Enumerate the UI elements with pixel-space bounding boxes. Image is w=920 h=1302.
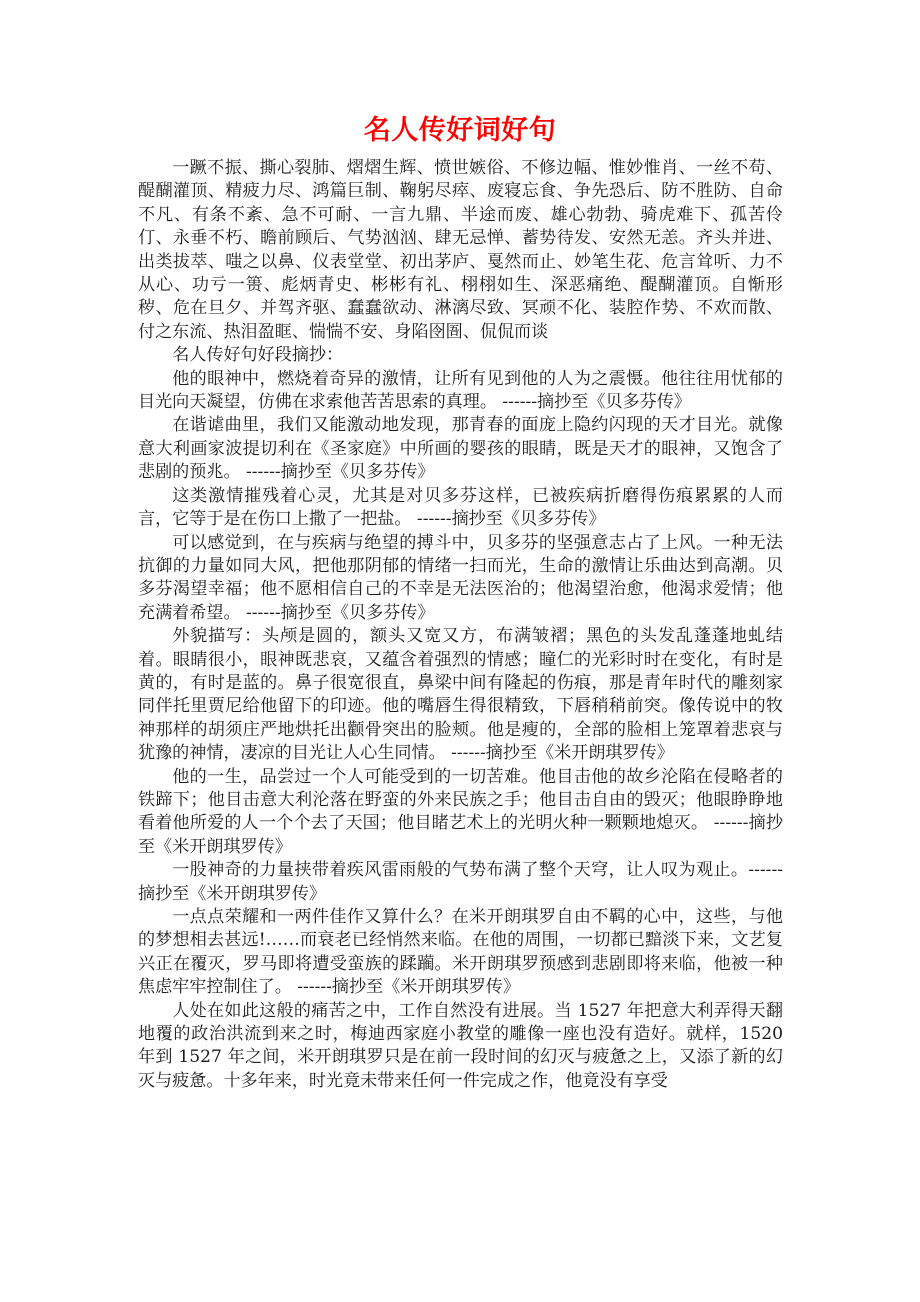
paragraph-quote-2: 在谐谑曲里，我们又能激动地发现，那青春的面庞上隐约闪现的天才目光。就像意大利画家波提切利在《圣家庭》中所画的婴孩的眼睛，既是天才的眼神，又饱含了悲剧的预兆。 ------摘抄至《贝多芬传》	[138, 415, 783, 483]
paragraph-quote-5: 外貌描写：头颅是圆的，额头又宽又方，布满皱褶；黑色的头发乱蓬蓬地虬结着。眼睛很小，眼神既悲哀，又蕴含着强烈的情感；瞳仁的光彩时时在变化，有时是黄的，有时是蓝的。鼻子很宽很直，鼻梁中间有隆起的伤痕，那是青年时代的雕刻家同伴托里贾尼给他留下的印迹。他的嘴唇生得很精致，下唇稍稍前突。像传说中的牧神那样的胡须庄严地烘托出颧骨突出的脸颊。他是瘦的，全部的脸相上笼罩着悲哀与犹豫的神情，凄凉的目光让人心生同情。 ------摘抄至《米开朗琪罗传》	[138, 626, 783, 764]
paragraph-section-heading: 名人传好句好段摘抄：	[172, 345, 344, 366]
paragraph-quote-7: 一股神奇的力量挟带着疾风雷雨般的气势布满了整个天穹，让人叹为观止。------摘抄至《米开朗琪罗传》	[138, 860, 783, 904]
page-title: 名人传好词好句	[363, 115, 557, 146]
paragraph-quote-9: 人处在如此这般的痛苦之中，工作自然没有进展。当 1527 年把意大利弄得天翻地覆的政治洪流到来之时，梅迪西家庭小教堂的雕像一座也没有造好。就样，1520 年到 1527 年之间，米开朗琪罗只是在前一段时间的幻灭与疲惫之上，又添了新的幻灭与疲惫。十多年来，时光竟未带来任何一件完成之作，他竟没有享受	[138, 1000, 783, 1091]
paragraph-quote-1: 他的眼神中，燃烧着奇异的激情，让所有见到他的人为之震慑。他往往用忧郁的目光向天凝望，仿佛在求索他苦苦思索的真理。 ------摘抄至《贝多芬传》	[138, 368, 783, 413]
paragraph-quote-3: 这类激情摧残着心灵，尤其是对贝多芬这样，已被疾病折磨得伤痕累累的人而言，它等于是在伤口上撒了一把盐。 ------摘抄至《贝多芬传》	[138, 485, 783, 530]
paragraph-idioms-list: 一蹶不振、撕心裂肺、熠熠生辉、愤世嫉俗、不修边幅、惟妙惟肖、一丝不苟、醍醐灌顶、精疲力尽、鸿篇巨制、鞠躬尽瘁、废寝忘食、争先恐后、防不胜防、自命不凡、有条不紊、急不可耐、一言九鼎、半途而废、雄心勃勃、骑虎难下、孤苦伶仃、永垂不朽、瞻前顾后、气势汹汹、肆无忌惮、蓄势待发、安然无恙。齐头并进、出类拔萃、嗤之以鼻、仪表堂堂、初出茅庐、戛然而止、妙笔生花、危言耸听、力不从心、功亏一篑、彪炳青史、彬彬有礼、栩栩如生、深恶痛绝、醍醐灌顶。自惭形秽、危在旦夕、并驾齐驱、蠢蠢欲动、淋漓尽致、冥顽不化、装腔作势、不欢而散、付之东流、热泪盈眶、惴惴不安、身陷囹圄、侃侃而谈	[138, 158, 783, 342]
document-body	[138, 157, 783, 1093]
paragraph-quote-6: 他的一生，品尝过一个人可能受到的一切苦难。他目击他的故乡沦陷在侵略者的铁蹄下；他目击意大利沦落在野蛮的外来民族之手；他目击自由的毁灭；他眼睁睁地看着他所爱的人一个个去了天国；他目睹艺术上的光明火种一颗颗地熄灭。 ------摘抄至《米开朗琪罗传》	[138, 766, 783, 857]
paragraph-quote-8: 一点点荣耀和一两件佳作又算什么？在米开朗琪罗自由不羁的心中，这些，与他的梦想相去甚远!……而衰老已经悄然来临。在他的周围，一切都已黯淡下来，文艺复兴正在覆灭，罗马即将遭受蛮族的蹂躏。米开朗琪罗预感到悲剧即将来临，他被一种焦虑牢牢控制住了。 ------摘抄至《米开朗琪罗传》	[138, 907, 783, 998]
paragraph-quote-4: 可以感觉到，在与疾病与绝望的搏斗中，贝多芬的坚强意志占了上风。一种无法抗御的力量如同大风，把他那阴郁的情绪一扫而光，生命的激情让乐曲达到高潮。贝多芬渴望幸福；他不愿相信自己的不幸是无法医治的；他渴望治愈，他渴求爱情；他充满着希望。 ------摘抄至《贝多芬传》	[138, 532, 783, 623]
